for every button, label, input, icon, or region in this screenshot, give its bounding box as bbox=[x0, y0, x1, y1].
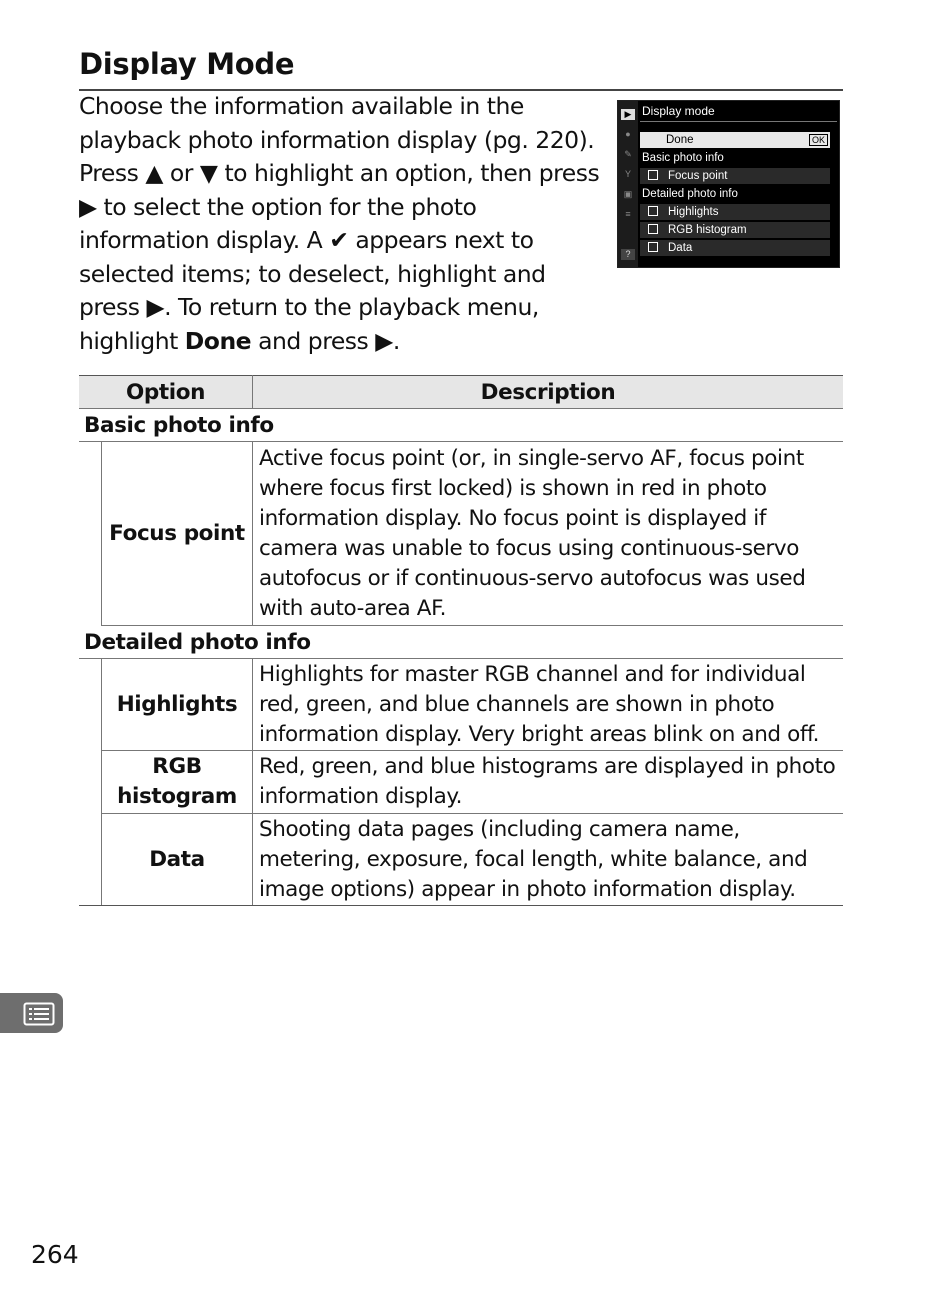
done-label: Done bbox=[184, 326, 252, 355]
camera-row-highlights: Highlights bbox=[640, 204, 830, 220]
header-description: Description bbox=[253, 376, 844, 409]
section-detailed: Detailed photo info bbox=[79, 626, 843, 659]
custom-settings-tab-icon: ✎ bbox=[624, 149, 632, 159]
camera-screen-title: Display mode bbox=[642, 104, 715, 118]
camera-title-rule bbox=[640, 121, 837, 122]
option-description: Shooting data pages (including camera name, metering, exposure, focal length, white balance, and image options) appear in photo information display. bbox=[253, 814, 844, 906]
option-description: Highlights for master RGB channel and for individual red, green, and blue channels are shown in photo information display. Very bright areas blink on and off. bbox=[253, 659, 844, 751]
option-name: RGB histogram bbox=[102, 751, 253, 814]
ok-icon: OK bbox=[809, 134, 828, 146]
camera-row-detailed: Detailed photo info bbox=[642, 188, 738, 200]
option-description: Red, green, and blue histograms are displayed in photo information display. bbox=[253, 751, 844, 814]
right-arrow-icon: ▶ bbox=[79, 192, 97, 221]
options-table bbox=[79, 375, 843, 906]
table-row bbox=[79, 442, 843, 626]
playback-tab-icon: ▶ bbox=[621, 109, 635, 120]
right-arrow-icon: ▶ bbox=[146, 293, 165, 321]
checkbox-icon bbox=[648, 224, 658, 234]
checkbox-icon bbox=[648, 170, 658, 180]
page-number: 264 bbox=[31, 1240, 79, 1269]
right-arrow-icon: ▶ bbox=[375, 326, 393, 355]
check-icon: ✔ bbox=[329, 226, 349, 254]
camera-menu-tabs bbox=[618, 101, 638, 267]
menu-list-icon bbox=[23, 1002, 55, 1026]
intro-paragraph: Choose the information available in the playback photo information display (pg. 220). Press ▲ or ▼ to highlight an option, then press ▶ to select the option for the photo information display. A ✔ appears next to selected items; to deselect, highlight and press ▶. To return to the playback menu, highlight Done and press ▶. bbox=[79, 92, 600, 355]
camera-row-data: Data bbox=[640, 240, 830, 256]
shooting-tab-icon: ● bbox=[625, 129, 631, 139]
checkbox-icon bbox=[648, 206, 658, 216]
section-basic: Basic photo info bbox=[79, 409, 843, 442]
table-header bbox=[79, 376, 843, 409]
camera-row-rgb: RGB histogram bbox=[640, 222, 830, 238]
option-name: Data bbox=[102, 814, 253, 906]
table-row bbox=[79, 659, 843, 751]
option-description: Active focus point (or, in single-servo AF, focus point where focus first locked) is shown in red in photo information display. No focus point is displayed if camera was unable to focus using continuous-servo autofocus or if continuous-servo autofocus was used with auto-area AF. bbox=[253, 442, 844, 626]
camera-row-basic: Basic photo info bbox=[642, 152, 724, 164]
camera-screen bbox=[617, 100, 840, 268]
page-title: Display Mode bbox=[79, 47, 295, 81]
menu-tab-icon bbox=[0, 993, 63, 1033]
table-row bbox=[79, 751, 843, 814]
setup-tab-icon: Y bbox=[624, 169, 631, 179]
my-menu-tab-icon: ≡ bbox=[625, 209, 631, 219]
up-arrow-icon: ▲ bbox=[145, 159, 163, 187]
table-row bbox=[79, 814, 843, 906]
camera-row-done: Done OK bbox=[640, 132, 830, 148]
down-arrow-icon: ▼ bbox=[199, 159, 218, 187]
option-name: Focus point bbox=[102, 442, 253, 626]
checkbox-icon bbox=[648, 242, 658, 252]
header-option: Option bbox=[79, 376, 253, 409]
option-name: Highlights bbox=[102, 659, 253, 751]
help-icon: ? bbox=[621, 249, 635, 260]
retouch-tab-icon: ▣ bbox=[623, 189, 633, 199]
camera-row-focus: Focus point bbox=[640, 168, 830, 184]
